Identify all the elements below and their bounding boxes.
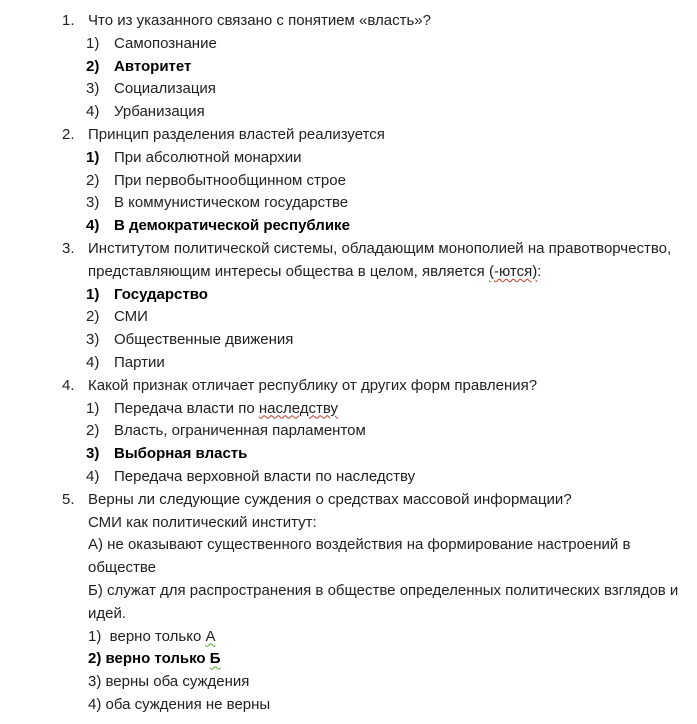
quiz-question-list xyxy=(0,10,697,717)
text-segment: Государство xyxy=(114,285,208,303)
text-segment: Выборная власть xyxy=(114,445,248,463)
answer-option xyxy=(88,626,689,649)
question-number: 5. xyxy=(62,490,75,508)
option-number: 4) xyxy=(86,103,100,121)
text-segment: Социализация xyxy=(114,80,216,98)
option-text xyxy=(114,286,208,303)
option-text xyxy=(114,35,217,52)
option-number: 2) xyxy=(86,171,100,189)
text-segment: 3) верны оба суждения xyxy=(88,673,250,691)
answer-option xyxy=(88,398,689,421)
text-segment: СМИ xyxy=(114,308,148,326)
option-text xyxy=(114,422,366,439)
question-title-line xyxy=(88,238,689,261)
option-number: 3) xyxy=(86,194,100,212)
answer-option xyxy=(88,215,689,238)
option-text xyxy=(114,194,348,211)
text-segment: В демократической республике xyxy=(114,217,350,235)
spellchecked-text: ( xyxy=(488,262,494,280)
option-number: 4) xyxy=(86,217,100,235)
text-segment: Урбанизация xyxy=(114,103,205,121)
question-title-line xyxy=(88,489,689,512)
answer-option xyxy=(88,284,689,307)
option-number: 1) xyxy=(86,399,100,417)
answer-option xyxy=(88,78,689,101)
text-segment: Общественные движения xyxy=(114,331,294,349)
question-body xyxy=(88,489,689,717)
question-body xyxy=(88,124,689,238)
question-title-line xyxy=(88,375,689,398)
option-number: 2) xyxy=(86,57,100,75)
question-title-line xyxy=(88,261,689,284)
option-text xyxy=(114,172,346,189)
text-segment: А) не оказывают существенного воздействия на формирование настроений в xyxy=(88,536,631,554)
question-statement-line xyxy=(88,557,689,580)
question xyxy=(0,375,697,489)
question-title-line xyxy=(88,124,689,147)
text-segment: 4) оба суждения не верны xyxy=(88,695,271,713)
question-number: 4. xyxy=(62,376,75,394)
text-segment: При абсолютной монархии xyxy=(114,148,302,166)
option-number: 1) xyxy=(86,285,100,303)
option-number: 3) xyxy=(86,331,100,349)
text-segment: Самопознание xyxy=(114,34,217,52)
option-number: 1) xyxy=(86,148,100,166)
question-statement-line xyxy=(88,512,689,535)
option-number: 2) xyxy=(86,308,100,326)
option-text xyxy=(114,58,191,75)
question-number: 3. xyxy=(62,239,75,257)
text-segment: 2) верно только xyxy=(88,650,210,668)
question-statement-line xyxy=(88,603,689,626)
option-text xyxy=(114,445,247,462)
question-number: 1. xyxy=(62,12,75,29)
answer-option xyxy=(88,306,689,329)
text-segment: Б) служат для распространения в обществе определенных политических взглядов и xyxy=(88,581,679,599)
text-segment: Какой признак отличает республику от других форм правления? xyxy=(88,376,538,394)
spellchecked-text: наследству xyxy=(258,399,338,417)
option-text xyxy=(114,217,350,234)
answer-option xyxy=(88,671,689,694)
option-number: 4) xyxy=(86,467,100,485)
answer-option xyxy=(88,329,689,352)
option-text xyxy=(114,354,165,371)
answer-option xyxy=(88,33,689,56)
question-number: 2. xyxy=(62,125,75,143)
answer-option xyxy=(88,170,689,193)
question-statement-line xyxy=(88,580,689,603)
answer-option xyxy=(88,56,689,79)
spellchecked-text: Б xyxy=(209,650,221,668)
spellchecked-text: -ются) xyxy=(493,262,538,280)
option-text xyxy=(114,400,338,417)
text-segment: Власть, ограниченная парламентом xyxy=(114,422,366,440)
option-text xyxy=(114,468,415,485)
answer-option xyxy=(88,694,689,717)
option-text xyxy=(114,103,205,120)
question xyxy=(0,489,697,717)
option-number: 4) xyxy=(86,353,100,371)
text-segment: Принцип разделения властей реализуется xyxy=(88,125,385,143)
text-segment: Что из указанного связано с понятием «власть»? xyxy=(88,12,431,29)
option-number: 3) xyxy=(86,80,100,98)
text-segment: обществе xyxy=(88,559,156,577)
text-segment: : xyxy=(537,262,542,280)
text-segment: При первобытнообщинном строе xyxy=(114,171,346,189)
answer-option xyxy=(88,192,689,215)
option-text xyxy=(114,80,216,97)
answer-option xyxy=(88,101,689,124)
text-segment: Передача власти по xyxy=(114,399,259,417)
answer-option xyxy=(88,443,689,466)
question-body xyxy=(88,375,689,489)
option-text xyxy=(114,149,302,166)
option-text xyxy=(114,308,148,325)
option-text xyxy=(114,331,293,348)
text-segment: СМИ как политический институт: xyxy=(88,513,317,531)
text-segment: Передача верховной власти по наследству xyxy=(114,467,416,485)
spellchecked-text: А xyxy=(205,627,216,645)
question-body xyxy=(88,238,689,375)
option-number: 3) xyxy=(86,445,100,463)
answer-option xyxy=(88,352,689,375)
question-body xyxy=(88,10,689,124)
answer-option xyxy=(88,466,689,489)
question-title-line xyxy=(88,10,689,33)
question xyxy=(0,10,697,124)
answer-option xyxy=(88,147,689,170)
text-segment: Верны ли следующие суждения о средствах массовой информации? xyxy=(88,490,572,508)
text-segment: идей. xyxy=(88,604,127,622)
text-segment: представляющим интересы общества в целом, является xyxy=(88,262,489,280)
question xyxy=(0,124,697,238)
answer-option xyxy=(88,420,689,443)
answer-option xyxy=(88,648,689,671)
question xyxy=(0,238,697,375)
text-segment: 1) верно только xyxy=(88,627,206,645)
text-segment: Партии xyxy=(114,353,165,371)
option-number: 2) xyxy=(86,422,100,440)
option-number: 1) xyxy=(86,34,100,52)
text-segment: В коммунистическом государстве xyxy=(114,194,349,212)
question-statement-line xyxy=(88,534,689,557)
text-segment: Институтом политической системы, обладающим монополией на правотворчество, xyxy=(88,239,672,257)
text-segment: Авторитет xyxy=(114,57,192,75)
